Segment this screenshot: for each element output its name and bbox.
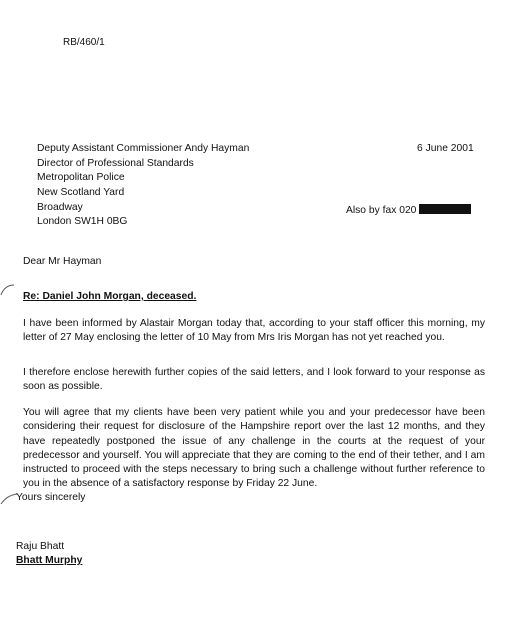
address-line: Deputy Assistant Commissioner Andy Hayman	[37, 143, 250, 154]
fax-note	[346, 204, 471, 218]
body-paragraph-1: I have been informed by Alastair Morgan today that, according to your staff officer this morning, my letter of 27 May enclosing the letter of 10 May from Mrs Iris Morgan has not yet reached you.	[23, 318, 485, 344]
fax-note-text: Also by fax 020	[346, 205, 417, 216]
reference-number: RB/460/1	[63, 37, 105, 48]
subject-line: Re: Daniel John Morgan, deceased.	[23, 291, 197, 302]
body-paragraph-2: I therefore enclose herewith further copies of the said letters, and I look forward to your response as soon as possible.	[23, 367, 485, 393]
closing: Yours sincerely	[16, 492, 86, 503]
scan-mark	[0, 490, 18, 506]
signatory-name: Raju Bhatt	[16, 541, 65, 552]
redaction-bar	[419, 204, 471, 214]
letter-date: 6 June 2001	[417, 143, 474, 154]
signatory-firm: Bhatt Murphy	[16, 555, 83, 566]
address-line: Director of Professional Standards	[37, 157, 194, 169]
address-line: Broadway	[37, 201, 83, 213]
address-line: New Scotland Yard	[37, 187, 125, 199]
body-paragraph-3: You will agree that my clients have been very patient while you and your predecessor have been considering their request for disclosure of the Hampshire report over the last 12 months, and they have repeatedly postponed the issue of any challenge in the courts at the request of your predecessor and yourself. You will appreciate that they are coming to the end of their tether, and I am instructed to proceed with the steps necessary to bring such a challenge without further reference to you in the absence of a satisfactory response by Friday 22 June.	[23, 407, 485, 490]
address-line: London SW1H 0BG	[37, 216, 128, 228]
address-line: Metropolitan Police	[37, 172, 125, 184]
scan-mark	[0, 283, 16, 297]
salutation: Dear Mr Hayman	[23, 256, 102, 267]
recipient-address	[37, 142, 249, 230]
